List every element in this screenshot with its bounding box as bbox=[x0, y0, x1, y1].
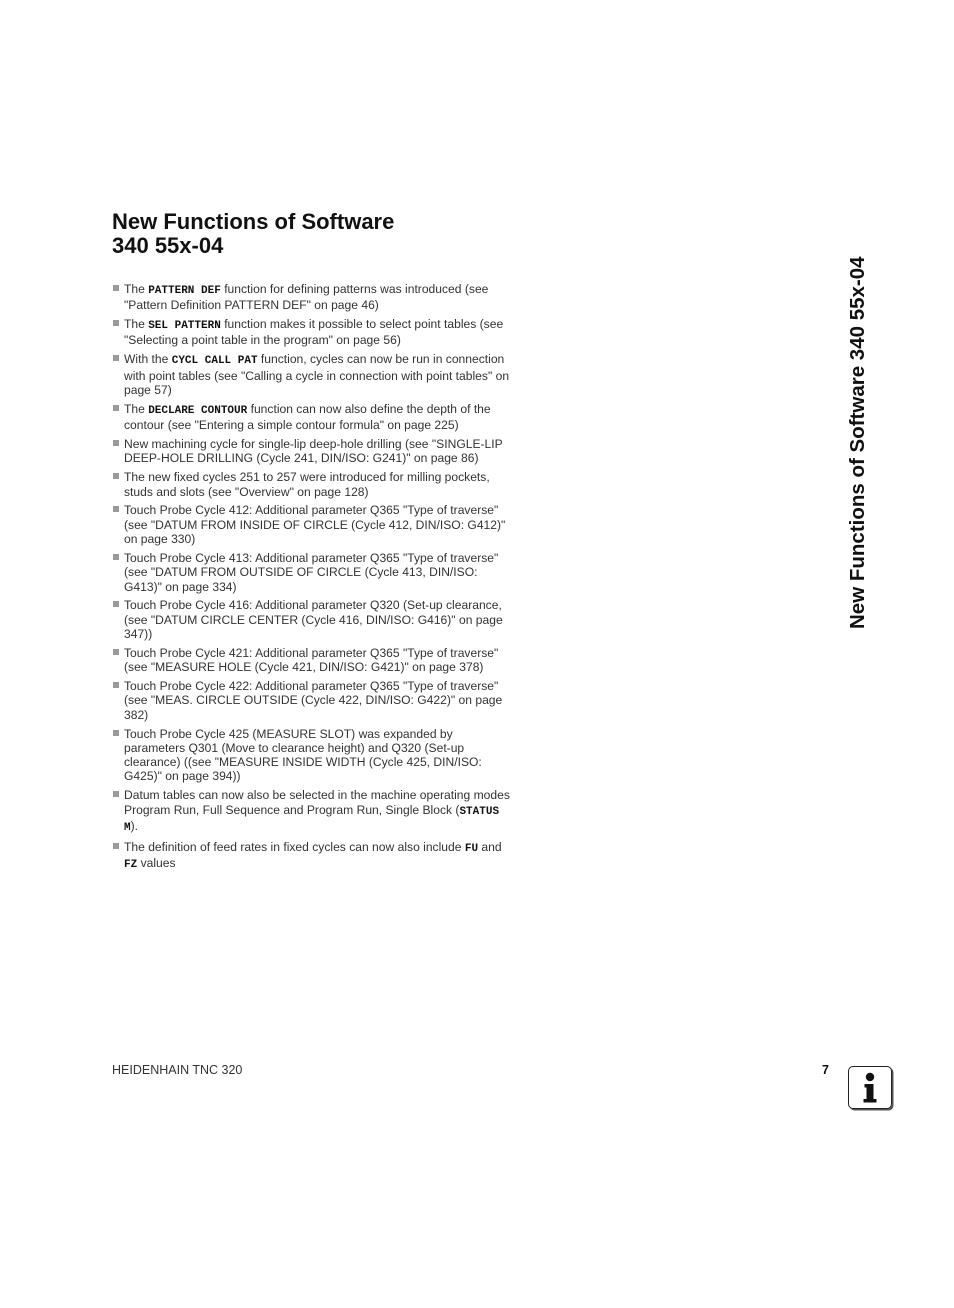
footer-product-name: HEIDENHAIN TNC 320 bbox=[112, 1063, 243, 1077]
list-item bbox=[112, 402, 512, 433]
item-text: Touch Probe Cycle 425 (MEASURE SLOT) was expanded by parameters Q301 (Move to clearance height) and Q320 (Set-up clearance) ((see "MEASURE INSIDE WIDTH (Cycle 425, DIN/ISO: G425)" on page 394)) bbox=[124, 726, 482, 784]
item-text: function makes it possible to select point tables (see "Selecting a point table in the program" on page 56) bbox=[124, 317, 504, 348]
page-title bbox=[112, 210, 532, 258]
item-text: function, cycles can now be run in connection with point tables (see "Calling a cycle in connection with point tables" on page 57) bbox=[124, 352, 510, 397]
page-title-line-2: 340 55x-04 bbox=[112, 233, 224, 258]
bullet-square-icon bbox=[113, 791, 119, 797]
code-keyword: FZ bbox=[124, 859, 138, 872]
code-keyword: STATUS M bbox=[124, 805, 500, 834]
code-keyword: SEL PATTERN bbox=[148, 320, 221, 333]
bullet-square-icon bbox=[113, 730, 119, 736]
list-item bbox=[112, 503, 512, 546]
item-text: Touch Probe Cycle 422: Additional parameter Q365 "Type of traverse" (see "MEAS. CIRCLE OUTSIDE (Cycle 422, DIN/ISO: G422)" on page 382) bbox=[124, 679, 503, 722]
side-tab-title: New Functions of Software 340 55x-04 bbox=[846, 256, 869, 629]
item-text: function can now also define the depth of the contour (see "Entering a simple contour formula" on page 225) bbox=[124, 401, 491, 433]
item-text: Datum tables can now also be selected in the machine operating modes Program Run, Full Sequence and Program Run, Single Block ( bbox=[124, 788, 510, 817]
page-title-line-1: New Functions of Software bbox=[112, 209, 395, 234]
bullet-square-icon bbox=[113, 506, 119, 512]
item-text: ). bbox=[130, 818, 138, 833]
list-item bbox=[112, 551, 512, 594]
bullet-square-icon bbox=[113, 355, 119, 361]
bullet-square-icon bbox=[113, 320, 119, 326]
item-text: values bbox=[137, 856, 176, 871]
item-text: The bbox=[124, 282, 149, 296]
list-item bbox=[112, 352, 512, 397]
bullet-square-icon bbox=[113, 601, 119, 607]
item-text: The bbox=[124, 317, 149, 332]
bullet-square-icon bbox=[113, 843, 119, 849]
item-text: With the bbox=[124, 352, 172, 367]
bullet-square-icon bbox=[113, 649, 119, 655]
item-text: New machining cycle for single-lip deep-hole drilling (see "SINGLE-LIP DEEP-HOLE DRILLING (Cycle 241, DIN/ISO: G241)" on page 86) bbox=[124, 437, 503, 466]
code-keyword: DECLARE CONTOUR bbox=[148, 404, 248, 417]
list-item bbox=[112, 470, 512, 499]
bullet-square-icon bbox=[113, 405, 119, 411]
item-text: and bbox=[478, 839, 502, 854]
item-text: Touch Probe Cycle 421: Additional parameter Q365 "Type of traverse" (see "MEASURE HOLE (Cycle 421, DIN/ISO: G421)" on page 378) bbox=[124, 645, 499, 675]
item-text: function for defining patterns was introduced (see "Pattern Definition PATTERN DEF" on page 46) bbox=[124, 282, 489, 313]
list-item bbox=[112, 317, 512, 348]
list-item bbox=[112, 679, 512, 722]
list-item bbox=[112, 840, 512, 873]
info-icon bbox=[848, 1066, 892, 1109]
item-text: The bbox=[124, 401, 149, 416]
item-text: Touch Probe Cycle 412: Additional parameter Q365 "Type of traverse" (see "DATUM FROM INSIDE OF CIRCLE (Cycle 412, DIN/ISO: G412)" on page 330) bbox=[124, 503, 506, 547]
list-item bbox=[112, 282, 512, 313]
item-text: The new fixed cycles 251 to 257 were introduced for milling pockets, studs and slots (see "Overview" on page 128) bbox=[124, 470, 490, 499]
bullet-square-icon bbox=[113, 440, 119, 446]
item-text: Touch Probe Cycle 416: Additional parameter Q320 (Set-up clearance, (see "DATUM CIRCLE CENTER (Cycle 416, DIN/ISO: G416)" on page 347)) bbox=[124, 598, 503, 641]
item-text: The definition of feed rates in fixed cycles can now also include bbox=[124, 839, 465, 854]
bullet-square-icon bbox=[113, 682, 119, 688]
bullet-square-icon bbox=[113, 285, 119, 291]
bullet-square-icon bbox=[113, 554, 119, 560]
code-keyword: CYCL CALL PAT bbox=[171, 355, 258, 368]
code-keyword: FU bbox=[464, 842, 479, 855]
list-item bbox=[112, 788, 512, 835]
item-text: Touch Probe Cycle 413: Additional parameter Q365 "Type of traverse" (see "DATUM FROM OUTSIDE OF CIRCLE (Cycle 413, DIN/ISO: G413)" on page 334) bbox=[124, 550, 499, 594]
page-number: 7 bbox=[822, 1063, 829, 1077]
list-item bbox=[112, 437, 512, 466]
code-keyword: PATTERN DEF bbox=[148, 285, 221, 297]
list-item bbox=[112, 646, 512, 675]
list-item bbox=[112, 727, 512, 784]
bullet-square-icon bbox=[113, 473, 119, 479]
list-item bbox=[112, 598, 512, 641]
bullet-list bbox=[112, 282, 512, 877]
